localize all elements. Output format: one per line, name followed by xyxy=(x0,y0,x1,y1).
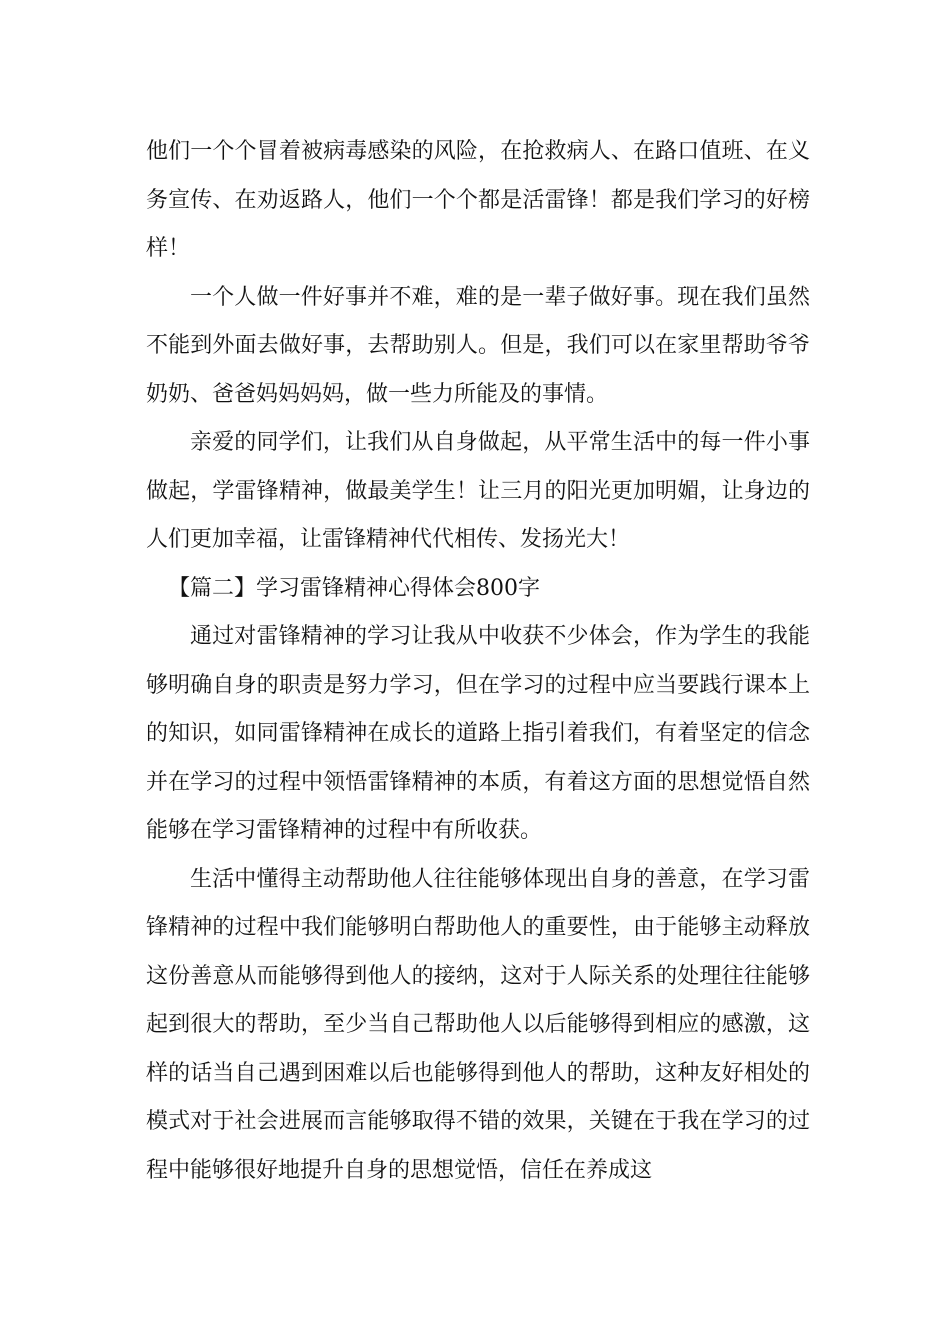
section-heading: 【篇二】学习雷锋精神心得体会800字 xyxy=(168,575,540,601)
section-paragraph-1: 通过对雷锋精神的学习让我从中收获不少体会，作为学生的我能够明确自身的职责是努力学习，但在学习的过程中应当要践行课本上的知识，如同雷锋精神在成长的道路上指引着我们，有着坚定的信念并在学习的过程中领悟雷锋精神的本质，有着这方面的思想觉悟自然能够在学习雷锋精神的过程中有所收获。 xyxy=(146,624,810,843)
paragraph-1: 他们一个个冒着被病毒感染的风险，在抢救病人、在路口值班、在义务宣传、在劝返路人，他们一个个都是活雷锋！都是我们学习的好榜样！ xyxy=(146,139,810,261)
paragraph-3: 亲爱的同学们，让我们从自身做起，从平常生活中的每一件小事做起，学雷锋精神，做最美学生！让三月的阳光更加明媚，让身边的人们更加幸福，让雷锋精神代代相传、发扬光大！ xyxy=(146,430,810,552)
section-paragraph-2: 生活中懂得主动帮助他人往往能够体现出自身的善意，在学习雷锋精神的过程中我们能够明白帮助他人的重要性，由于能够主动释放这份善意从而能够得到他人的接纳，这对于人际关系的处理往往能够起到很大的帮助，至少当自己帮助他人以后能够得到相应的感激，这样的话当自己遇到困难以后也能够得到他人的帮助，这种友好相处的模式对于社会进展而言能够取得不错的效果，关键在于我在学习的过程中能够很好地提升自身的思想觉悟，信任在养成这 xyxy=(146,866,810,1183)
paragraph-2: 一个人做一件好事并不难，难的是一辈子做好事。现在我们虽然不能到外面去做好事，去帮助别人。但是，我们可以在家里帮助爷爷奶奶、爸爸妈妈妈妈，做一些力所能及的事情。 xyxy=(146,284,810,407)
document-page xyxy=(146,128,810,1195)
